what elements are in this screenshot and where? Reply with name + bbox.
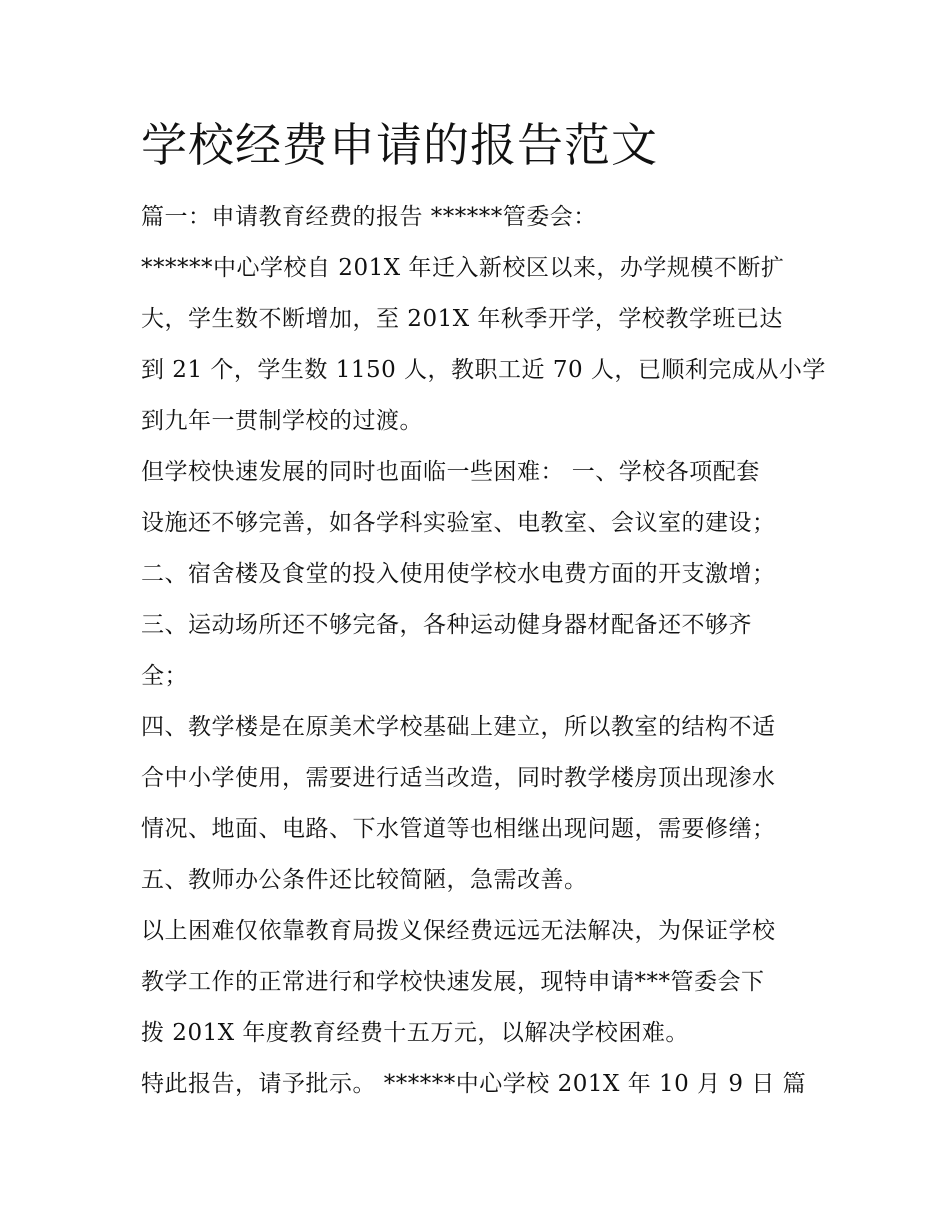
text-line: 设施还不够完善，如各学科实验室、电教室、会议室的建设； — [141, 510, 776, 536]
text-line: 到九年一贯制学校的过渡。 — [141, 408, 423, 434]
text-line: 大，学生数不断增加，至 201X 年秋季开学，学校教学班已达 — [141, 306, 783, 332]
text-line: ******中心学校自 201X 年迁入新校区以来，办学规模不断扩 — [141, 255, 785, 281]
text-line: 情况、地面、电路、下水管道等也相继出现问题，需要修缮； — [141, 816, 776, 842]
text-line: 二、宿舍楼及食堂的投入使用使学校水电费方面的开支激增； — [141, 561, 776, 587]
text-line: 但学校快速发展的同时也面临一些困难： 一、学校各项配套 — [141, 459, 760, 485]
text-line: 教学工作的正常进行和学校快速发展，现特申请***管委会下 — [141, 969, 765, 995]
text-line: 五、教师办公条件还比较简陋，急需改善。 — [141, 867, 588, 893]
text-line: 合中小学使用，需要进行适当改造，同时教学楼房顶出现渗水 — [141, 765, 776, 791]
text-line: 到 21 个，学生数 1150 人，教职工近 70 人，已顺利完成从小学 — [141, 357, 826, 383]
document-page — [141, 110, 826, 1110]
text-line: 全； — [141, 663, 188, 689]
text-line: 四、教学楼是在原美术学校基础上建立，所以教室的结构不适 — [141, 714, 776, 740]
text-line: 以上困难仅依靠教育局拨义保经费远远无法解决，为保证学校 — [141, 918, 776, 944]
text-line: 篇一：申请教育经费的报告 ******管委会： — [141, 204, 597, 230]
document-title: 学校经费申请的报告范文 — [141, 118, 658, 172]
text-line: 三、运动场所还不够完备，各种运动健身器材配备还不够齐 — [141, 612, 752, 638]
text-line: 特此报告，请予批示。 ******中心学校 201X 年 10 月 9 日 篇 — [141, 1071, 807, 1097]
text-line: 拨 201X 年度教育经费十五万元，以解决学校困难。 — [141, 1020, 689, 1046]
